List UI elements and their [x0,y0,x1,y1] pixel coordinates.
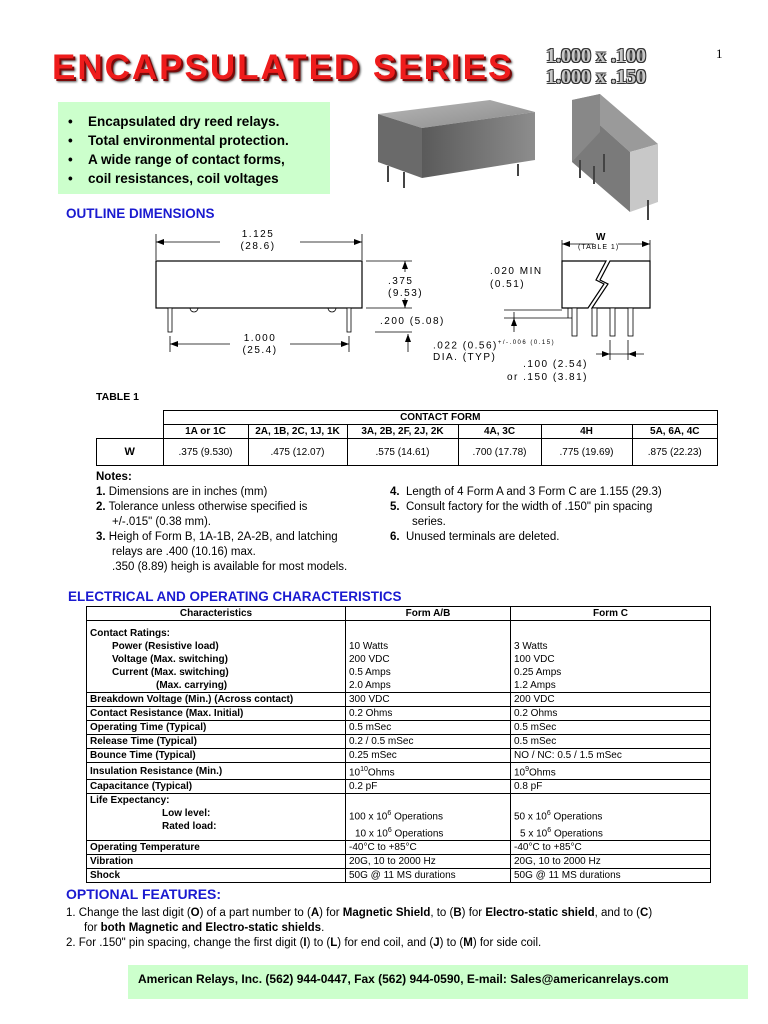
contact-footer: American Relays, Inc. (562) 944-0447, Fax (562) 944-0590, E-mail: Sales@americanrelays.com [128,965,748,999]
column-header: 5A, 6A, 4C [632,425,718,439]
feature-box [58,102,330,194]
feature-item: • A wide range of contact forms, [68,150,330,169]
feature-item-cont: • coil resistances, coil voltages [68,169,330,188]
rating-name: Voltage (Max. switching) [112,654,228,665]
note-line: 3. Heigh of Form B, 1A-1B, 2A-2B, and latching [96,531,338,543]
column-header: Form A/B [346,607,511,621]
column-header: 4H [541,425,632,439]
height-in: .375 [388,276,414,287]
table-cell: .475 (12.07) [248,439,347,466]
feature-item: • Encapsulated dry reed relays. [68,112,330,131]
table-cell: .875 (22.23) [632,439,718,466]
rating-ab: 0.5 Amps [349,667,391,678]
rating-ab: 10 Watts [349,641,389,652]
optional-line-2: 2. For .150" pin spacing, change the first digit (I) to (L) for end coil, and (J) to (M) for side coil. [66,937,542,949]
optional-features [66,906,756,951]
column-header: 1A or 1C [163,425,248,439]
length-mm: (28.6) [240,241,276,252]
rating-name: (Max. carrying) [156,680,228,691]
life-low-label: Low level: [162,808,211,820]
notes-heading: Notes: [96,471,132,483]
length-in: 1.125 [241,229,275,240]
table-row: Capacitance (Typical) 0.2 pF 0.8 pF [87,780,711,794]
rating-name: Current (Max. switching) [112,667,229,678]
outline-heading: OUTLINE DIMENSIONS [66,206,215,221]
life-label: Life Expectancy: [90,795,170,807]
column-header: Form C [511,607,711,621]
rating-name: Power (Resistive load) [112,641,219,652]
page-title: ENCAPSULATED SERIES [52,48,514,87]
rating-c: 3 Watts [514,641,548,652]
min-mm: (0.51) [490,279,526,290]
table-cell: .575 (14.61) [347,439,458,466]
optional-heading: OPTIONAL FEATURES: [66,886,222,902]
column-header: 4A, 3C [458,425,541,439]
note-line: 5. Consult factory for the width of .150" pin spacing [390,501,653,513]
dia-label: DIA. (TYP) [433,352,497,364]
w-label: W [596,232,606,243]
rating-c: 100 VDC [514,654,555,665]
min-in: .020 MIN [490,266,543,277]
table-row: Life Expectancy: Low level: Rated load: 100 x $10^6$ Operations 10 x $10^6$ Operations 50 x $10^6$ Operations 5 x $10^6$ Operations [87,794,711,841]
pitch-in: 1.000 [243,333,277,344]
note-line: +/-.015" (0.38 mm). [112,516,211,528]
table-row [87,621,711,693]
table-cell: .700 (17.78) [458,439,541,466]
table-row: Release Time (Typical) 0.2 / 0.5 mSec 0.5 mSec [87,735,711,749]
table-row: Operating Time (Typical) 0.5 mSec 0.5 mSec [87,721,711,735]
size-label-150: 1.000 x .150 [546,66,646,88]
relay-image-end-coil [560,92,670,227]
note-line: series. [412,516,446,528]
length-dim [238,229,278,253]
note-line: relays are .400 (10.16) max. [112,546,256,558]
table-cell: .775 (19.69) [541,439,632,466]
notes-right [390,485,720,545]
min-dim [490,265,543,291]
note-line: 6. Unused terminals are deleted. [390,531,560,543]
pitch-dim [238,333,282,357]
table-row: Bounce Time (Typical) 0.25 mSec NO / NC: 0.5 / 1.5 mSec [87,749,711,763]
height-dim [388,276,423,300]
table-row: Breakdown Voltage (Min.) (Across contact) 300 VDC 200 VDC [87,693,711,707]
height-mm: (9.53) [388,288,424,299]
contact-form-header: CONTACT FORM [163,411,718,425]
rating-ab: 200 VDC [349,654,390,665]
rating-ab: 2.0 Amps [349,680,391,691]
table-row: Operating Temperature -40°C to +85°C -40°C to +85°C [87,840,711,854]
dia-value: .022 (0.56) [433,340,498,352]
contact-ratings-label: Contact Ratings: [90,628,170,639]
table-row: Contact Resistance (Max. Initial) 0.2 Ohms 0.2 Ohms [87,707,711,721]
electrical-heading: ELECTRICAL AND OPERATING CHARACTERISTICS [68,589,402,604]
optional-line-1: 1. Change the last digit (O) of a part number to (A) for Magnetic Shield, to (B) for Electro-static shield, and to (C) [66,907,653,919]
spacing-100: .100 (2.54) [523,359,588,370]
table-row: Shock 50G @ 11 MS durations 50G @ 11 MS durations [87,868,711,882]
column-header: Characteristics [87,607,346,621]
size-label-100: 1.000 x .100 [546,45,646,67]
column-header: 2A, 1B, 2C, 1J, 1K [248,425,347,439]
note-line: .350 (8.89) heigh is available for most models. [112,561,348,573]
rating-c: 1.2 Amps [514,680,556,691]
note-line: 4. Length of 4 Form A and 3 Form C are 1.155 (29.3) [390,486,662,498]
dia-tolerance: +/-.006 (0.15) [497,340,556,346]
spacing-150: or .150 (3.81) [506,372,588,383]
size-labels [546,46,646,88]
rating-c: 0.25 Amps [514,667,562,678]
table-row: Insulation Resistance (Min.) $10^{10}Ohms$ $10^9Ohms$ [87,763,711,780]
note-line: 1. Dimensions are in inches (mm) [96,486,268,498]
optional-line-1-cont: for both Magnetic and Electro-static shields. [84,922,325,934]
spacing-dim [498,358,588,384]
table-row: Vibration 20G, 10 to 2000 Hz 20G, 10 to 2000 Hz [87,854,711,868]
relay-image-side-coil [370,92,545,192]
note-line: 2. Tolerance unless otherwise specified is [96,501,308,513]
life-rated-label: Rated load: [162,821,217,833]
table1-label: TABLE 1 [96,391,139,403]
table1-ref: (TABLE 1) [578,244,620,251]
contact-form-table [96,410,718,466]
row-label: W [97,439,164,466]
table-cell: .375 (9.530) [163,439,248,466]
notes-left [96,470,386,575]
column-header: 3A, 2B, 2F, 2J, 2K [347,425,458,439]
page-number: 1 [716,46,723,61]
pin-length-dim: .200 (5.08) [380,316,445,327]
feature-item: • Total environmental protection. [68,131,330,150]
electrical-table [86,606,711,883]
pitch-mm: (25.4) [242,345,278,356]
